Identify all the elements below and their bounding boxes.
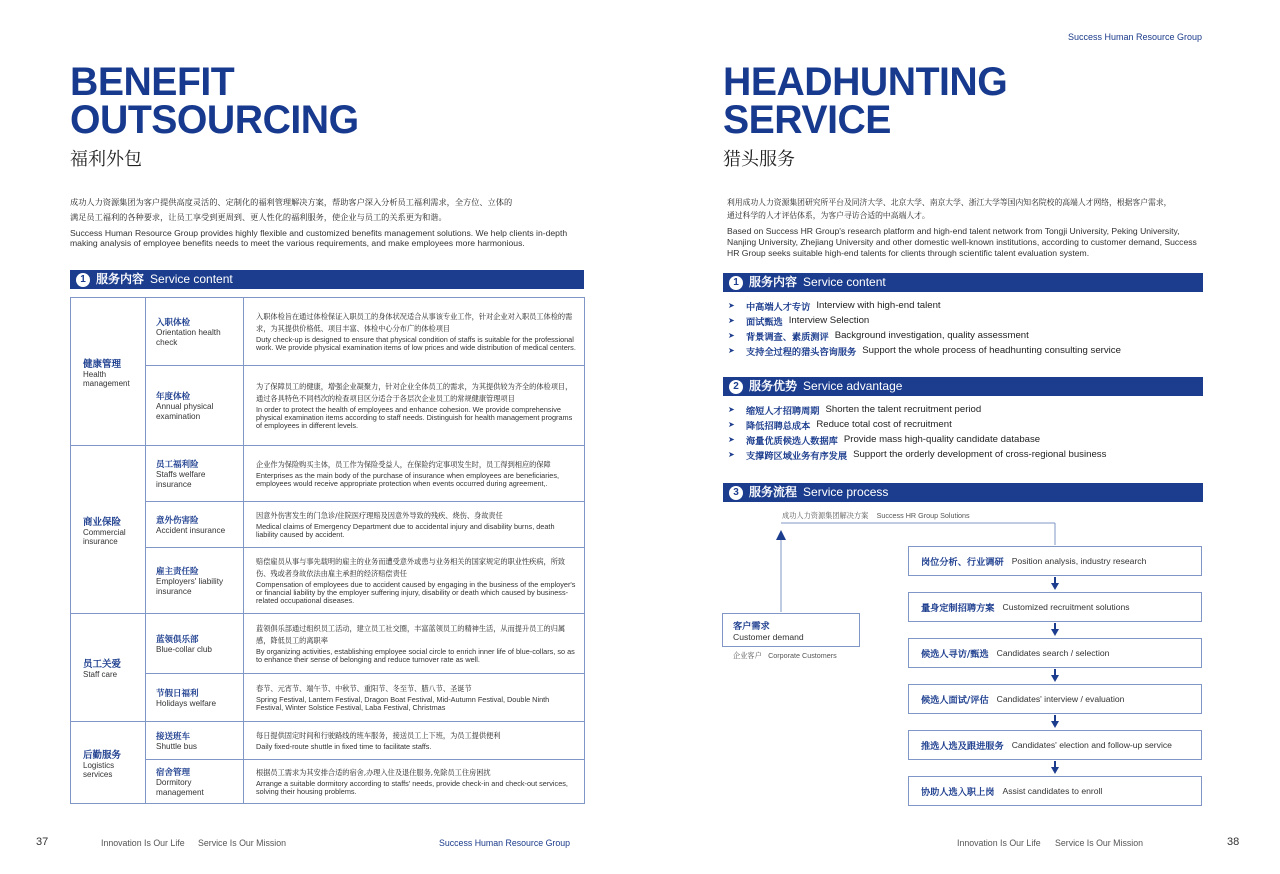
footer-slogan-right-1: Innovation Is Our Life — [957, 838, 1041, 848]
description-cn: 因意外伤害发生的门急诊/住院医疗理赔及因意外导致的残疾、烧伤、身故责任 — [256, 511, 503, 521]
footer-brand-left: Success Human Resource Group — [439, 838, 571, 848]
description-en: Arrange a suitable dormitory according to staffs' needs, provide check-in and check-out services, solving their housing problems. — [256, 778, 568, 796]
item-cell — [146, 446, 244, 502]
flow-top-label — [782, 511, 970, 521]
item-cell — [146, 366, 244, 446]
item-cell — [146, 298, 244, 366]
customer-demand-box — [722, 613, 860, 647]
down-arrow-icon-stem — [1054, 715, 1056, 722]
item-en: Employers' liability insurance — [156, 577, 224, 596]
section-number-icon: 2 — [729, 380, 743, 394]
category-cn: 后勤服务 — [83, 749, 122, 761]
item-cn: 员工福利险 — [156, 460, 199, 470]
table-row — [71, 674, 585, 722]
down-arrow-icon-stem — [1054, 761, 1056, 768]
item-cn: 雇主责任险 — [156, 567, 199, 577]
description-cn: 入职体检旨在通过体检保证入职员工的身体状况适合从事该专业工作，针对企业对入职员工体检的需求，为其提供价格低、项目丰富、体检中心分布广的体检项目 — [256, 311, 573, 334]
item-en: Provide mass high-quality candidate database — [843, 434, 1041, 445]
item-en: Accident insurance — [156, 525, 226, 535]
step-cn: 候选人面试/评估 — [921, 695, 989, 706]
description-cn: 为了保障员工的健康，增强企业凝聚力，针对企业全体员工的需求，为其提供较为齐全的体检项目，通过各具特色不同档次的检查项目区分适合于各层次企业员工的常规健康管理项目 — [256, 381, 573, 404]
table-row — [71, 502, 585, 548]
flow-step-2 — [908, 592, 1202, 622]
footer-slogan-left-1: Innovation Is Our Life — [101, 838, 185, 848]
step-cn: 岗位分析、行业调研 — [921, 557, 1004, 568]
left-intro-cn-2: 满足员工福利的各种要求，让员工享受到更周到、更人性化的福利服务，使企业与员工的关系更为和谐。 — [70, 212, 447, 222]
item-cell — [146, 674, 244, 722]
item-cn: 降低招聘总成本 — [746, 420, 811, 432]
customer-sub-en: Corporate Customers — [768, 651, 837, 660]
section-title-cn: 服务流程 — [749, 485, 798, 499]
step-cn: 推选人选及跟进服务 — [921, 741, 1004, 752]
triangle-arrow-icon: ➤ — [728, 405, 735, 414]
item-cn: 支持全过程的猎头咨询服务 — [746, 346, 857, 358]
description-cn: 赔偿雇员从事与事先载明的雇主的业务而遭受意外或患与业务相关的国家规定的职业性疾病，所致伤、残或者身故依法由雇主承担的经济赔偿责任 — [256, 556, 566, 579]
description-cell — [244, 722, 585, 760]
step-en: Candidates search / selection — [996, 648, 1110, 658]
description-en: Spring Festival, Lantern Festival, Dragon Boat Festival, Mid-Autumn Festival, Double Ninth Festival, Winter Solstice Festival, Laba Festival, Christmas — [256, 694, 550, 712]
section-number-icon: 1 — [729, 276, 743, 290]
item-en: Support the orderly development of cross-regional business — [853, 449, 1107, 460]
section-title-cn: 服务内容 — [96, 272, 145, 286]
item-en: Annual physical examination — [156, 402, 214, 421]
brand-top-right: Success Human Resource Group — [1067, 32, 1202, 42]
list-item — [728, 343, 1208, 358]
item-en: Interview with high-end talent — [816, 300, 941, 311]
right-intro-en-1: Based on Success HR Group's research platform and high-end talent network from Tongji University, Peking University, — [727, 226, 1180, 236]
flow-step-1 — [908, 546, 1202, 576]
customer-sub-label — [733, 651, 837, 661]
step-cn: 候选人寻访/甄选 — [921, 649, 989, 660]
item-en: Dormitory management — [156, 778, 204, 797]
category-en: Commercial insurance — [83, 527, 126, 546]
item-cn: 背景调查、素质测评 — [746, 331, 829, 343]
step-en: Candidates' election and follow-up service — [1011, 740, 1172, 750]
benefit-service-table — [70, 297, 585, 804]
table-row — [71, 366, 585, 446]
description-en: Duty check-up is designed to ensure that physical condition of staffs is suitable for the professional work. We provide physical examination items of low prices and wide distribution of medical centers. — [256, 334, 576, 352]
item-cn: 宿舍管理 — [156, 768, 191, 778]
list-item — [728, 402, 1208, 417]
list-item — [728, 432, 1208, 447]
left-intro-cn-1: 成功人力资源集团为客户提供高度灵活的、定制化的福利管理解决方案，帮助客户深入分析员工福利需求，全方位、立体的 — [70, 197, 513, 207]
description-cell — [244, 614, 585, 674]
description-cn: 蓝领俱乐部通过组织员工活动，建立员工社交圈，丰富蓝领员工的精神生活，从而提升员工的归属感，降低员工的离职率 — [256, 623, 566, 646]
triangle-arrow-icon: ➤ — [728, 331, 735, 340]
item-en: Holidays welfare — [156, 698, 217, 708]
category-en: Staff care — [83, 670, 118, 679]
category-cell — [71, 722, 146, 804]
item-cn: 意外伤害险 — [156, 515, 199, 526]
right-intro-cn-2: 通过科学的人才评估体系，为客户寻访合适的中高端人才。 — [727, 211, 930, 220]
section-title-cn: 服务内容 — [749, 275, 798, 289]
description-cell — [244, 548, 585, 614]
table-row — [71, 722, 585, 760]
flow-top-label-cn: 成功人力资源集团解决方案 — [782, 511, 869, 520]
description-cn: 根据员工需求为其安排合适的宿舍,办理入住及退住服务,免除员工住房困扰 — [256, 768, 491, 778]
left-section-bar — [70, 270, 584, 289]
triangle-arrow-icon: ➤ — [728, 450, 735, 459]
left-intro-en-2: making analysis of employee benefits needs to meet the various requirements, and make employees more harmonious. — [70, 238, 525, 248]
category-cell — [71, 614, 146, 722]
flow-top-label-en: Success HR Group Solutions — [876, 511, 970, 520]
triangle-arrow-icon: ➤ — [728, 420, 735, 429]
down-arrow-icon — [1051, 767, 1059, 774]
table-row — [71, 614, 585, 674]
right-title-line2: SERVICE — [723, 98, 891, 142]
item-cell — [146, 502, 244, 548]
left-title-cn: 福利外包 — [70, 149, 142, 170]
item-cn: 支撑跨区域业务有序发展 — [746, 450, 848, 462]
flow-step-6 — [908, 776, 1202, 806]
description-en: By organizing activities, establishing employee social circle to enrich inner life of blue-collars, so as to enhance their sense of belonging and reduce turnover rate as well. — [256, 646, 575, 664]
step-en: Assist candidates to enroll — [1002, 786, 1103, 796]
description-en: In order to protect the health of employees and enhance cohesion. We provide comprehensive physical examination items according to staff needs. Distinguish for health management programs of employees in different levels. — [256, 404, 573, 431]
right-intro-en-2: Nanjing University, Zhejiang University and other domestic well-known institutions, according to customer demand, Success — [727, 237, 1197, 247]
flow-step-3 — [908, 638, 1202, 668]
item-en: Orientation health check — [156, 328, 221, 347]
flow-step-4 — [908, 684, 1202, 714]
list-item — [728, 298, 1208, 313]
item-cn: 蓝领俱乐部 — [156, 634, 199, 645]
down-arrow-icon — [1051, 583, 1059, 590]
item-cn: 节假日福利 — [156, 688, 199, 699]
triangle-arrow-icon: ➤ — [728, 346, 735, 355]
customer-demand-en: Customer demand — [733, 632, 804, 642]
item-cn: 年度体检 — [156, 392, 191, 402]
item-en: Support the whole process of headhunting consulting service — [862, 345, 1121, 356]
right-section-bar-1 — [723, 273, 1203, 292]
category-cn: 员工关爱 — [83, 659, 122, 670]
description-cell — [244, 298, 585, 366]
left-title-line1: BENEFIT — [70, 60, 235, 104]
page-number-right: 38 — [1227, 836, 1240, 848]
item-en: Background investigation, quality assessment — [834, 330, 1029, 341]
item-cn: 面试甄选 — [746, 316, 783, 328]
left-intro-en-1: Success Human Resource Group provides highly flexible and customized benefits management solutions. We help clients in-depth — [70, 228, 568, 238]
step-en: Customized recruitment solutions — [1002, 602, 1130, 612]
section-title-en: Service advantage — [803, 379, 903, 393]
item-en: Interview Selection — [788, 315, 870, 326]
item-en: Shorten the talent recruitment period — [825, 404, 982, 415]
section-title-cn: 服务优势 — [749, 379, 798, 393]
flow-step-5 — [908, 730, 1202, 760]
item-cn: 中高端人才专访 — [746, 301, 811, 313]
right-section-bar-3 — [723, 483, 1203, 502]
description-cell — [244, 674, 585, 722]
right-title-cn: 猎头服务 — [723, 149, 795, 170]
footer-slogan-right-2: Service Is Our Mission — [1055, 838, 1143, 848]
service-content-list — [728, 298, 1208, 358]
triangle-arrow-icon: ➤ — [728, 301, 735, 310]
item-cell — [146, 722, 244, 760]
page-number-left: 37 — [36, 836, 49, 848]
down-arrow-icon — [1051, 629, 1059, 636]
up-arrow-icon — [776, 530, 786, 540]
table-row — [71, 446, 585, 502]
table-row — [71, 760, 585, 804]
item-cell — [146, 614, 244, 674]
section-title-en: Service content — [150, 272, 233, 286]
category-cell — [71, 446, 146, 614]
item-en: Staffs welfare insurance — [156, 470, 206, 489]
step-en: Candidates' interview / evaluation — [996, 694, 1125, 704]
item-cell — [146, 548, 244, 614]
category-cn: 健康管理 — [83, 358, 122, 370]
section-number-icon: 1 — [76, 273, 90, 287]
description-cell — [244, 366, 585, 446]
left-title-line2: OUTSOURCING — [70, 98, 359, 142]
list-item — [728, 313, 1208, 328]
footer-slogan-left-2: Service Is Our Mission — [198, 838, 286, 848]
down-arrow-icon-stem — [1054, 623, 1056, 630]
item-en: Blue-collar club — [156, 644, 212, 654]
item-cn: 缩短人才招聘周期 — [746, 405, 820, 417]
down-arrow-icon — [1051, 675, 1059, 682]
section-number-icon: 3 — [729, 486, 743, 500]
category-en: Health management — [83, 369, 130, 388]
item-cn: 入职体检 — [156, 318, 191, 328]
description-en: Medical claims of Emergency Department due to accidental injury and disability burns, death liability caused by accident. — [256, 521, 555, 539]
item-en: Reduce total cost of recruitment — [816, 419, 952, 430]
description-cn: 每日提供固定时间和行驶路线的班车服务，接送员工上下班，为员工提供便利 — [256, 731, 501, 741]
step-cn: 量身定制招聘方案 — [921, 603, 995, 614]
down-arrow-icon — [1051, 721, 1059, 728]
section-title-en: Service content — [803, 275, 886, 289]
step-cn: 协助人选入职上岗 — [921, 787, 995, 798]
triangle-arrow-icon: ➤ — [728, 316, 735, 325]
right-section-bar-2 — [723, 377, 1203, 396]
description-cell — [244, 760, 585, 804]
description-en: Daily fixed-route shuttle in fixed time to facilitate staffs. — [256, 741, 432, 751]
list-item — [728, 447, 1208, 462]
description-en: Compensation of employees due to accident caused by engaging in the business of the employer's or financial liability by the employer suffering injury, disability or death which caused by business-related occupational diseases. — [256, 579, 576, 606]
description-cn: 企业作为保险购买主体，员工作为保险受益人，在保险约定事项发生时，员工得到相应的保障 — [256, 460, 551, 470]
service-advantage-list — [728, 402, 1208, 462]
down-arrow-icon-stem — [1054, 669, 1056, 676]
item-cn: 海量优质候选人数据库 — [746, 435, 838, 447]
description-cn: 春节、元宵节、端午节、中秋节、重阳节、冬至节、腊八节、圣诞节 — [256, 684, 472, 694]
list-item — [728, 417, 1208, 432]
right-intro-en-3: HR Group seeks suitable high-end talents for clients through scientific talent evaluation system. — [727, 248, 1090, 258]
step-en: Position analysis, industry research — [1011, 556, 1147, 566]
right-intro-cn-1: 利用成功人力资源集团研究所平台及同济大学、北京大学、南京大学、浙江大学等国内知名院校的高端人才网络，根据客户需求， — [727, 198, 1172, 207]
table-row — [71, 298, 585, 366]
down-arrow-icon-stem — [1054, 577, 1056, 584]
description-en: Enterprises as the main body of the purchase of insurance when employees are beneficiaries, employees would receive appropriate protection when events occurred during agreement,. — [256, 470, 559, 488]
category-cell — [71, 298, 146, 446]
category-en: Logistics services — [83, 760, 115, 779]
category-cn: 商业保险 — [83, 516, 122, 528]
section-title-en: Service process — [803, 485, 889, 499]
item-cell — [146, 760, 244, 804]
table-row — [71, 548, 585, 614]
triangle-arrow-icon: ➤ — [728, 435, 735, 444]
list-item — [728, 328, 1208, 343]
description-cell — [244, 502, 585, 548]
customer-sub-cn: 企业客户 — [733, 651, 762, 660]
description-cell — [244, 446, 585, 502]
right-title-line1: HEADHUNTING — [723, 60, 1008, 104]
customer-demand-cn: 客户需求 — [733, 621, 770, 632]
item-cn: 接送班车 — [156, 731, 191, 742]
item-en: Shuttle bus — [156, 741, 197, 751]
